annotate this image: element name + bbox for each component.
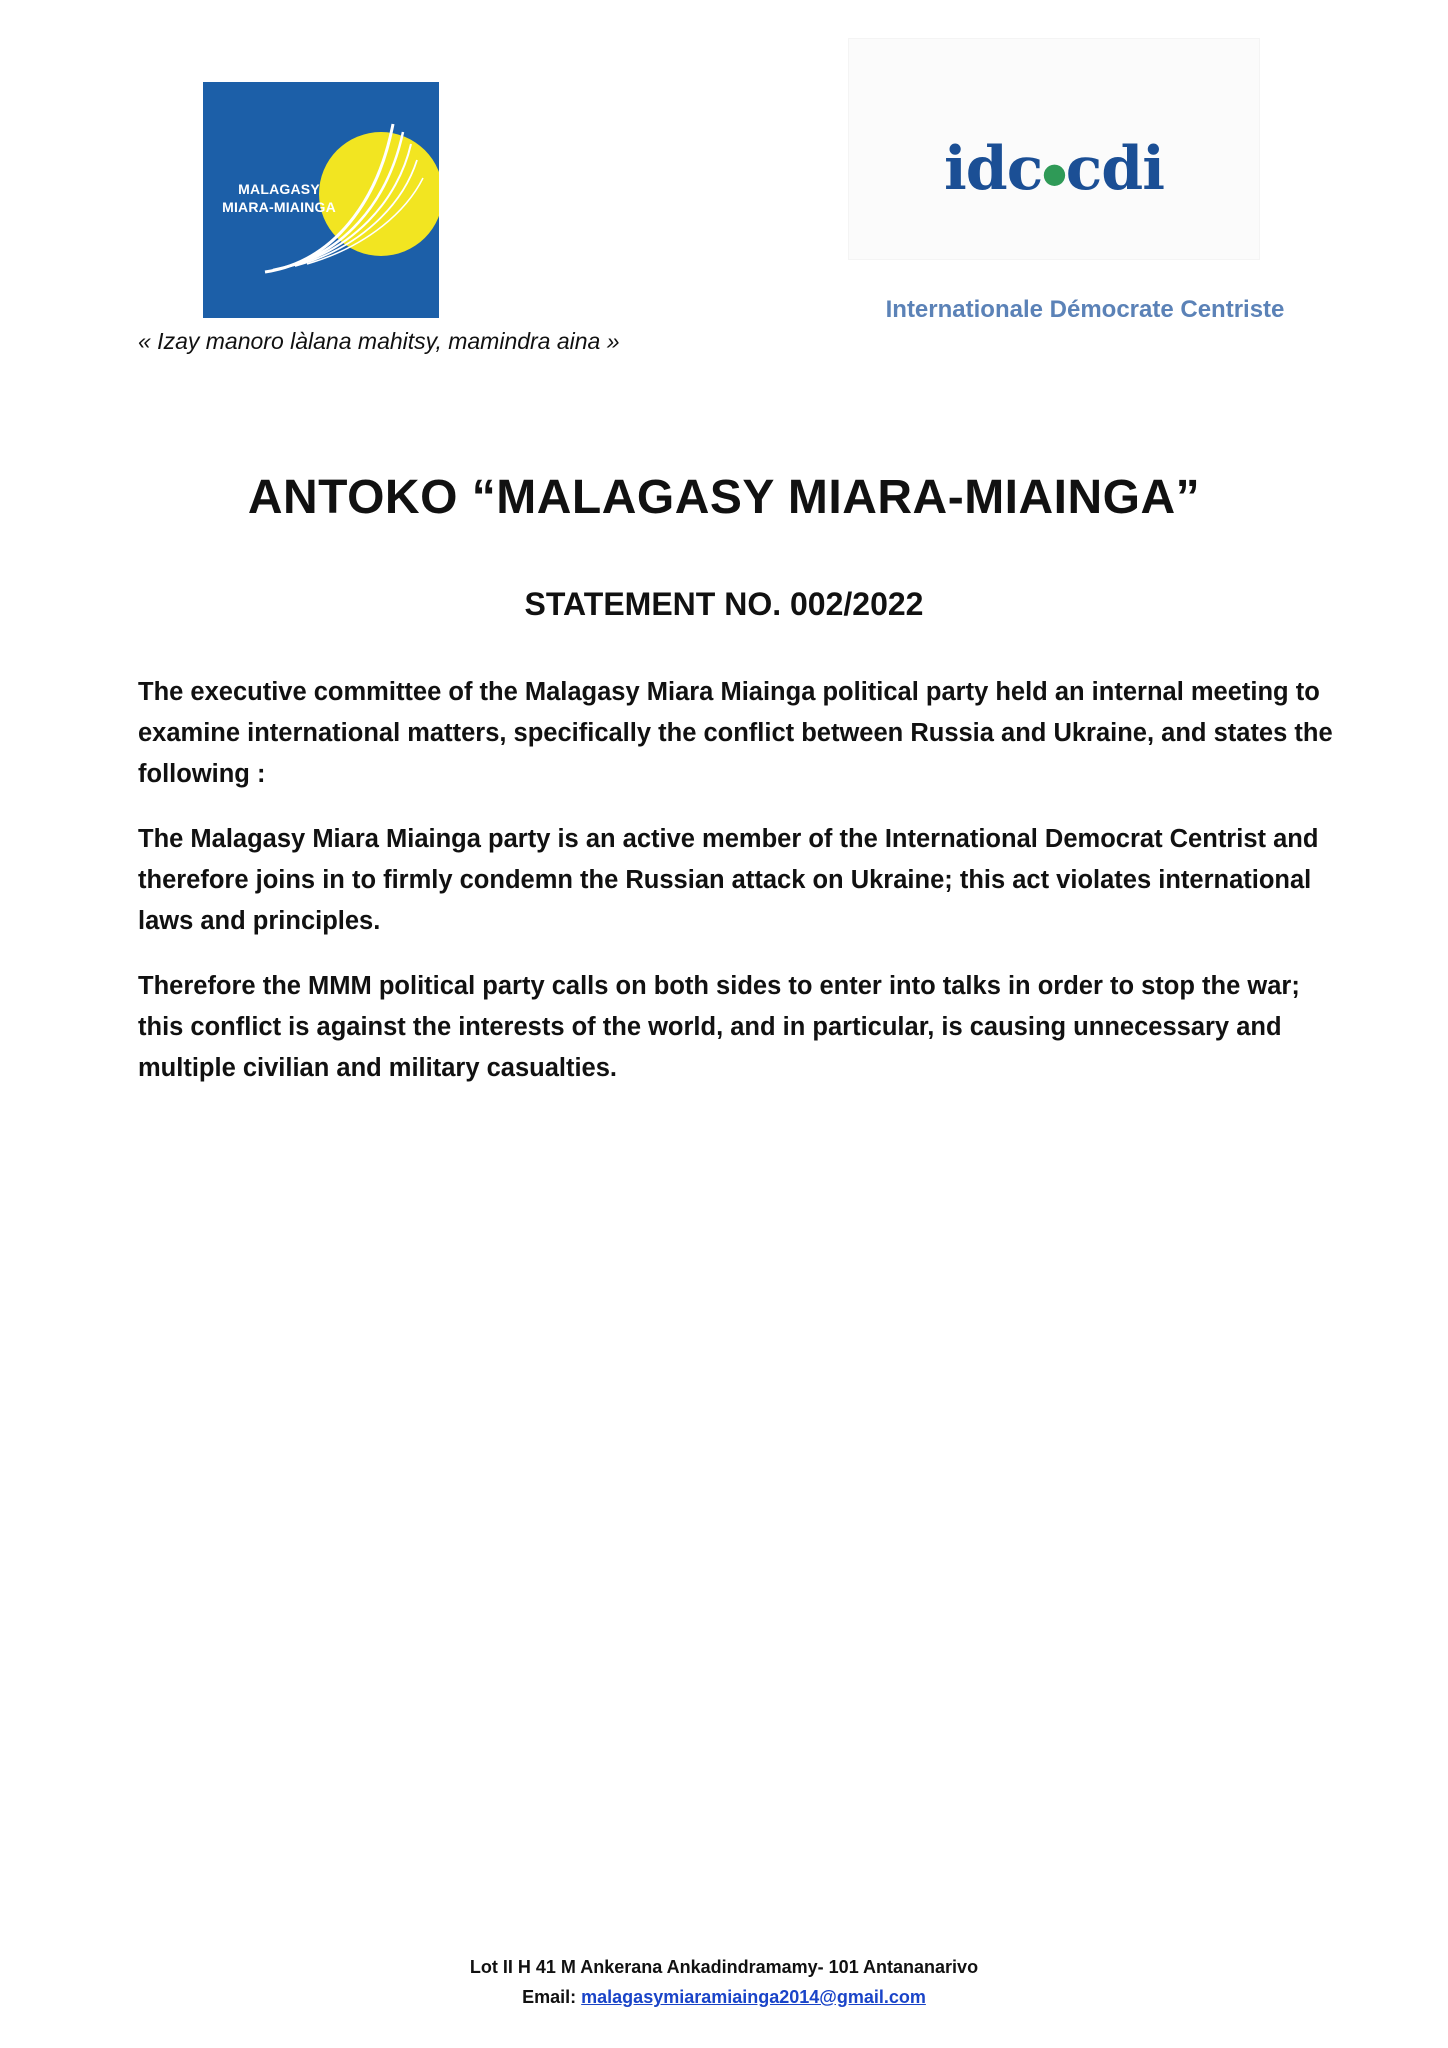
email-label: Email: xyxy=(522,1987,577,2007)
idc-text: idc xyxy=(944,134,1043,204)
logo-line-1: MALAGASY xyxy=(238,181,320,197)
paragraph-2: The Malagasy Miara Miainga party is an active member of the International Democrat Centrist and therefore joins in to firmly condemn the Russian attack on Ukraine; this act violates international laws and principles. xyxy=(138,825,1319,935)
idc-cdi-logo xyxy=(848,38,1260,260)
dot-icon: ● xyxy=(1042,156,1066,190)
footer xyxy=(0,1952,1448,2012)
email-link[interactable]: malagasymiaramiainga2014@gmail.com xyxy=(581,1987,926,2007)
page-title: ANTOKO “MALAGASY MIARA-MIAINGA” xyxy=(247,471,1201,524)
statement-number: STATEMENT NO. 002/2022 xyxy=(524,586,924,622)
logo-line-2: MIARA-MIAINGA xyxy=(222,199,336,215)
idc-cdi-wordmark xyxy=(849,134,1259,209)
footer-address: Lot II H 41 M Ankerana Ankadindramamy- 101 Antananarivo xyxy=(469,1957,979,1977)
cdi-text: cdi xyxy=(1065,134,1164,204)
malagasy-miara-miainga-logo xyxy=(203,82,439,318)
paragraph-1: The executive committee of the Malagasy Miara Miainga political party held an internal meeting to examine international matters, specifically the conflict between Russia and Ukraine, and states the following : xyxy=(138,678,1333,788)
party-motto: « Izay manoro làlana mahitsy, mamindra aina » xyxy=(138,328,620,354)
logo-text xyxy=(209,180,349,216)
paragraph-3: Therefore the MMM political party calls on both sides to enter into talks in order to stop the war; this conflict is against the interests of the world, and in particular, is causing unnecessary and multiple civilian and military casualties. xyxy=(138,972,1300,1082)
idc-caption: Internationale Démocrate Centriste xyxy=(885,296,1285,323)
statement-body xyxy=(138,672,1348,1113)
footer-email-line xyxy=(0,1982,1448,2012)
